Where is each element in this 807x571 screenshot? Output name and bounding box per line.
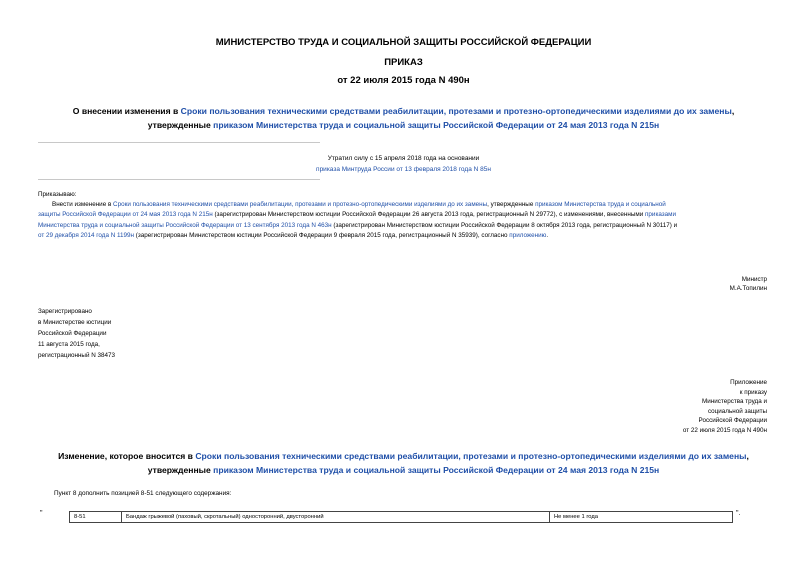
registration-line: Российской Федерации: [38, 330, 107, 337]
body-line: [38, 221, 778, 231]
body-text: Внести изменение в: [52, 201, 114, 208]
order-text: [38, 200, 778, 242]
appendix-line: Министерства труда и: [702, 398, 767, 406]
document-title-line1: [0, 106, 807, 116]
change-title-line1: [0, 451, 807, 461]
link-order-463n[interactable]: Министерства труда и социальной защиты Российской Федерации от 13 сентября 2013 года N 463н: [38, 221, 332, 229]
table-row: [70, 512, 733, 523]
appendix-reference: [683, 378, 767, 436]
link-order-215n[interactable]: защиты Российской Федерации от 24 мая 2013 года N 215н: [38, 211, 213, 219]
change-title-line2: [0, 465, 807, 475]
registration-block: [38, 306, 115, 361]
appendix-line: социальной защиты: [707, 407, 767, 415]
title-text: ,: [746, 451, 749, 461]
appendix-line: к приказу: [739, 388, 767, 396]
clause-text: Пункт 8 дополнить позицией 8-51 следующего содержания:: [54, 490, 232, 497]
change-title-link-order-215n[interactable]: приказом Министерства труда и социальной защиты Российской Федерации от 24 мая 2013 года N 215н: [213, 465, 660, 475]
appendix-line: Приложение: [730, 379, 767, 386]
order-word: Приказываю:: [38, 191, 77, 198]
change-title-link-terms[interactable]: Сроки пользования техническими средствами реабилитации, протезами и протезно-ортопедическими изделиями до их замены: [195, 451, 747, 461]
change-table: [69, 511, 733, 523]
signature-name: М.А.Топилин: [729, 284, 767, 292]
registration-line: 11 августа 2015 года,: [38, 341, 100, 348]
body-text: (зарегистрирован Министерством юстиции Российской Федерации 8 октября 2013 года, регистрационный N 30117) и: [331, 221, 678, 229]
ministry-heading: МИНИСТЕРСТВО ТРУДА И СОЦИАЛЬНОЙ ЗАЩИТЫ РОССИЙСКОЙ ФЕДЕРАЦИИ: [215, 37, 592, 48]
body-line: [38, 200, 778, 210]
link-terms[interactable]: Сроки пользования техническими средствами реабилитации, протезами и протезно-ортопедическими изделиями до их замены: [113, 201, 488, 208]
body-line: [38, 210, 778, 220]
title-text: О внесении изменения в: [72, 106, 181, 116]
title-link-order-215n[interactable]: приказом Министерства труда и социальной защиты Российской Федерации от 24 мая 2013 года N 215н: [213, 120, 660, 130]
doc-date-heading: от 22 июля 2015 года N 490н: [337, 75, 470, 86]
body-text: .: [546, 232, 549, 240]
body-line: [38, 231, 778, 241]
status-note: [0, 153, 807, 175]
doc-type-heading: ПРИКАЗ: [384, 57, 423, 68]
signature-position: Министр: [741, 276, 767, 283]
appendix-line: Российской Федерации: [698, 417, 767, 425]
open-quote: ": [40, 510, 43, 517]
cell-term: Не менее 1 года: [550, 512, 733, 523]
link-order-215n[interactable]: приказом Министерства труда и социальной: [535, 201, 666, 208]
registration-line: Зарегистрировано: [38, 308, 92, 315]
link-order-1199n[interactable]: от 29 декабря 2014 года N 1199н: [38, 232, 135, 240]
body-text: (зарегистрирован Министерством юстиции Российской Федерации 9 февраля 2015 года, регистрационный N 35939), согласно: [134, 232, 510, 240]
appendix-line: от 22 июля 2015 года N 490н: [682, 426, 767, 434]
status-link[interactable]: приказа Минтруда России от 13 февраля 2018 года N 85н: [316, 166, 491, 173]
title-text: ,: [731, 106, 735, 116]
document-title-line2: [0, 120, 807, 130]
title-link-terms[interactable]: Сроки пользования техническими средствами реабилитации, протезами и протезно-ортопедическими изделиями до их замены: [180, 106, 732, 116]
divider: [38, 142, 320, 143]
cell-number: 8-51: [70, 512, 122, 523]
link-appendix[interactable]: приложению: [509, 232, 547, 240]
body-text: , утвержденные: [487, 201, 536, 208]
signature-block: [730, 276, 767, 293]
cell-name: Бандаж грыжевой (паховый, скротальный) односторонний, двусторонний: [122, 512, 550, 523]
title-text: Изменение, которое вносится в: [58, 451, 196, 461]
registration-line: регистрационный N 38473: [38, 352, 116, 359]
divider: [38, 179, 320, 180]
close-quote: ".: [736, 510, 741, 517]
title-text: утвержденные: [147, 120, 214, 130]
body-text: (зарегистрирован Министерством юстиции Российской Федерации 26 августа 2013 года, регистрационный N 29772), с изменениями, внесенными: [212, 211, 646, 219]
title-text: утвержденные: [147, 465, 214, 475]
registration-line: в Министерстве юстиции: [38, 319, 112, 326]
status-line: Утратил силу с 15 апреля 2018 года на основании: [327, 155, 480, 162]
link-orders[interactable]: приказами: [645, 211, 677, 219]
